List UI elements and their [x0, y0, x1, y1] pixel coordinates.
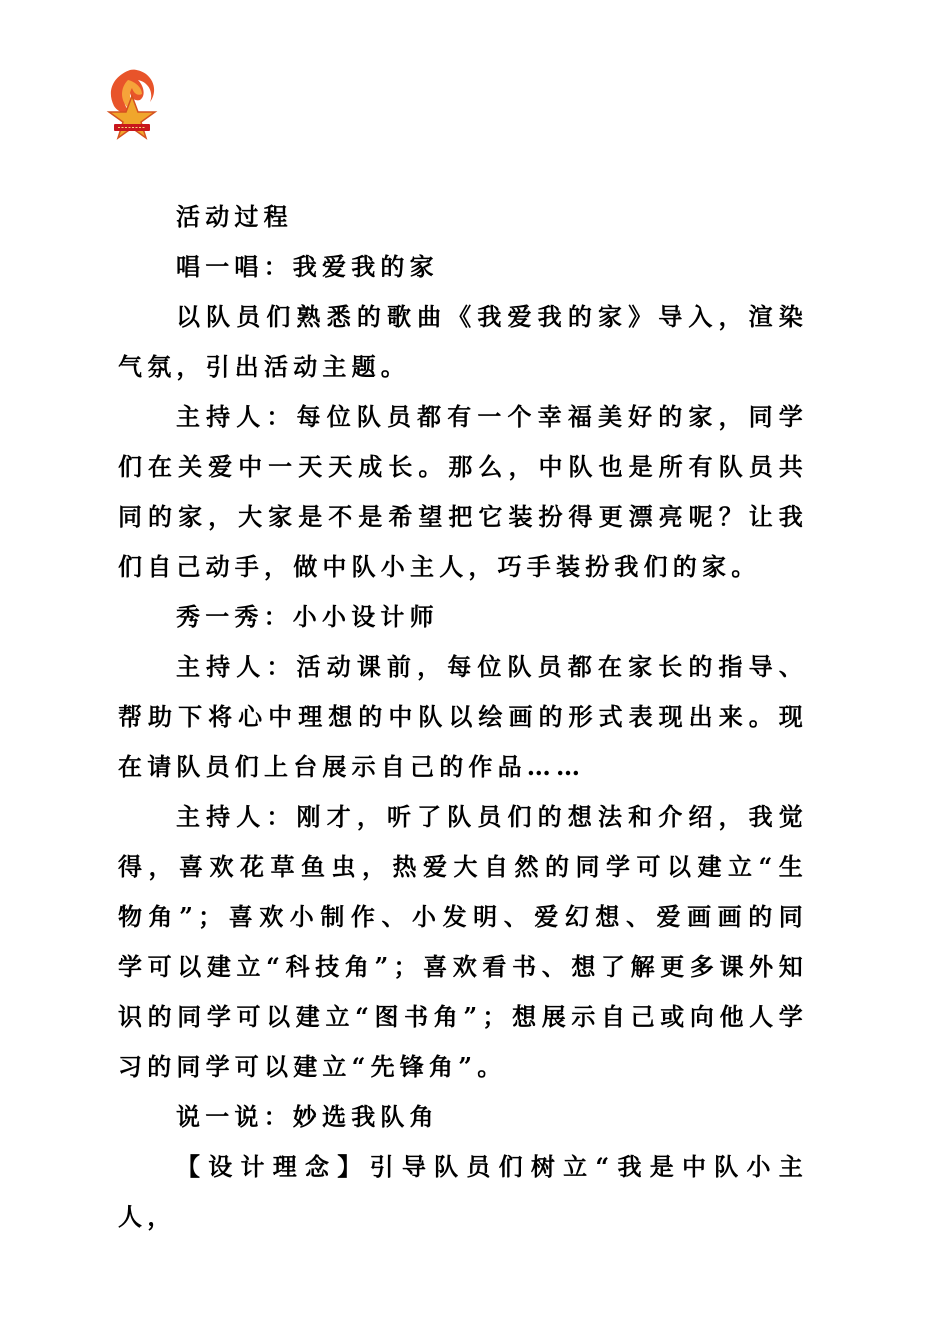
paragraph-host-design: 主持人：活动课前，每位队员都在家长的指导、帮助下将心中理想的中队以绘画的形式表现出来。现在请队员们上台展示自己的作品…… [118, 652, 808, 781]
section-heading-activity-process: 活动过程 [176, 202, 293, 231]
section-heading-show: 秀一秀：小小设计师 [176, 602, 439, 631]
paragraph-host-corners: 主持人：刚才，听了队员们的想法和介绍，我觉得，喜欢花草鱼虫，热爱大自然的同学可以建立“生物角”；喜欢小制作、小发明、爱幻想、爱画画的同学可以建立“科技角”；喜欢看书、想了解更多课外知识的同学可以建立“图书角”；想展示自己或向他人学习的同学可以建立“先锋角”。 [118, 802, 808, 1081]
document-body [118, 192, 808, 1242]
paragraph-host-intro: 主持人：每位队员都有一个幸福美好的家，同学们在关爱中一天天成长。那么，中队也是所有队员共同的家，大家是不是希望把它装扮得更漂亮呢？让我们自己动手，做中队小主人，巧手装扮我们的家。 [118, 402, 808, 581]
section-heading-talk: 说一说：妙选我队角 [176, 1102, 439, 1131]
section-heading-sing: 唱一唱：我爱我的家 [176, 252, 439, 281]
young-pioneers-emblem [100, 66, 164, 146]
paragraph-design-concept: 【设计理念】引导队员们树立“我是中队小主人， [118, 1152, 808, 1231]
paragraph-sing-intro: 以队员们熟悉的歌曲《我爱我的家》导入，渲染气氛，引出活动主题。 [118, 302, 808, 381]
flame-star-icon [100, 66, 164, 146]
